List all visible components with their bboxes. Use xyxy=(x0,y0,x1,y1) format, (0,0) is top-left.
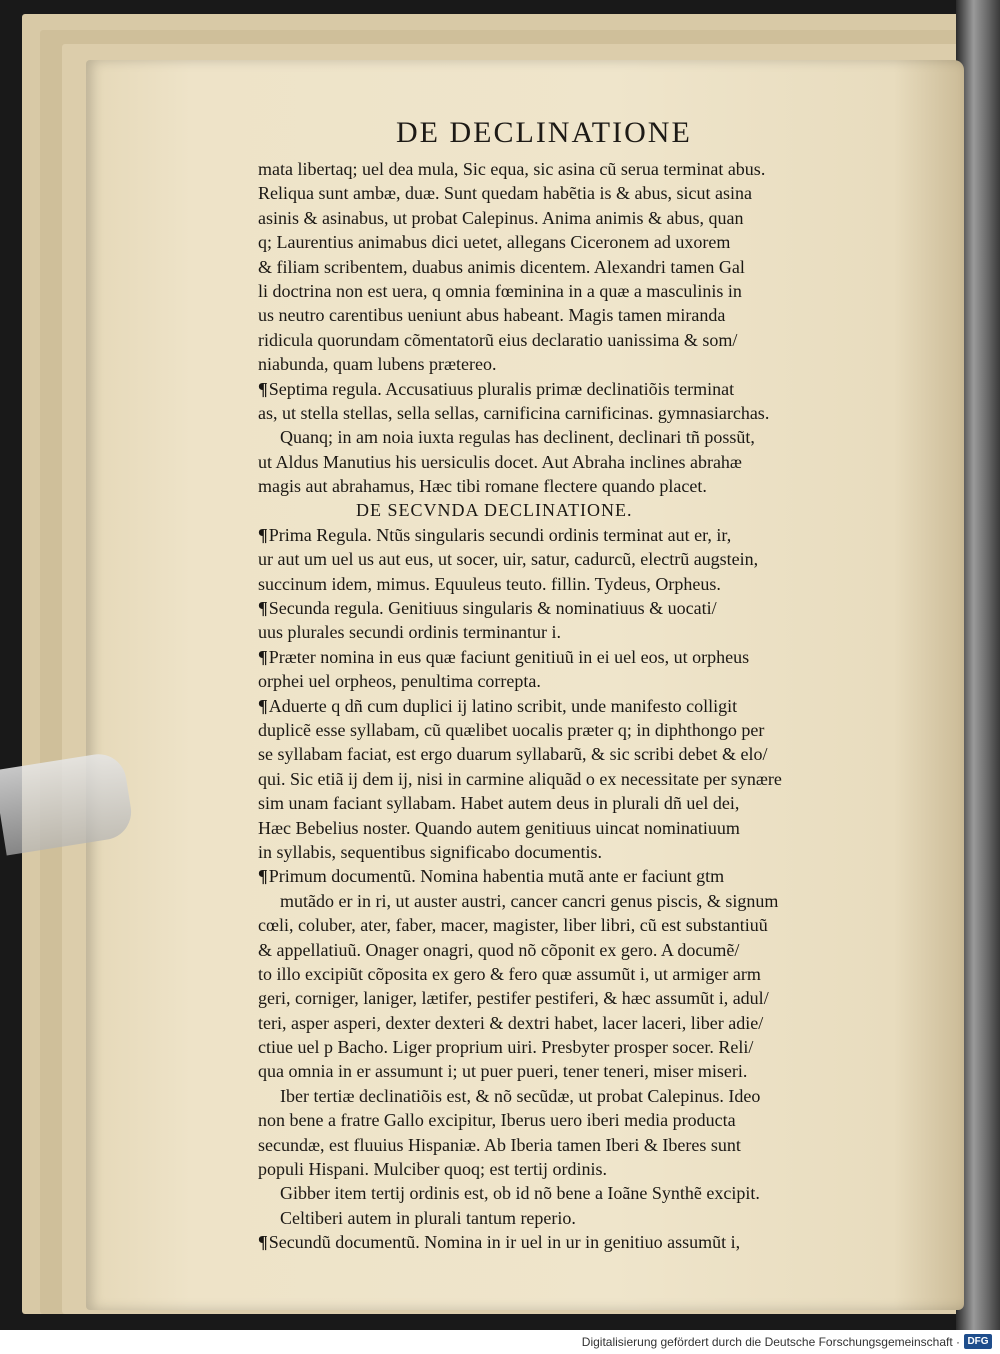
text-line xyxy=(258,840,908,864)
text-line-content: qua omnia in er assumunt i; ut puer pueri, tener teneri, miser miseri. xyxy=(258,1061,748,1082)
text-line-content: cœli, coluber, ater, faber, macer, magister, liber libri, cũ est substantiuũ xyxy=(258,915,768,936)
text-line-content: ut Aldus Manutius his uersiculis docet. Aut Abraha inclines abrahæ xyxy=(258,451,742,472)
text-line-content: q; Laurentius animabus dici uetet, allegans Ciceronem ad uxorem xyxy=(258,232,731,253)
pilcrow-icon: ¶ xyxy=(258,695,268,716)
text-line xyxy=(258,1011,908,1035)
pilcrow-icon: ¶ xyxy=(258,646,268,667)
text-line xyxy=(258,1035,908,1059)
text-line xyxy=(258,620,908,644)
text-line xyxy=(258,157,908,181)
text-line-content: mata libertaq; uel dea mula, Sic equa, sic asina cũ serua terminat abus. xyxy=(258,159,766,179)
text-line xyxy=(258,425,908,449)
text-line xyxy=(258,1133,908,1157)
text-line-content: orphei uel orpheos, penultima correpta. xyxy=(258,671,541,692)
text-line xyxy=(258,645,908,669)
text-line-content: asinis & asinabus, ut probat Calepinus. Anima animis & abus, quan xyxy=(258,207,744,228)
text-line xyxy=(258,962,908,986)
text-line-content: Hæc Bebelius noster. Quando autem genitiuus uincat nominatiuum xyxy=(258,817,740,838)
text-line-content: in syllabis, sequentibus significabo documentis. xyxy=(258,841,602,862)
text-line xyxy=(258,669,908,693)
text-line-content: Prima Regula. Ntũs singularis secundi ordinis terminat aut er, ir, xyxy=(268,524,732,545)
page-heading: DE DECLINATIONE xyxy=(396,116,692,149)
text-line xyxy=(258,181,908,205)
text-line xyxy=(258,377,908,401)
text-line-content: Primum documentũ. Nomina habentia mutã ante er faciunt gtm xyxy=(268,866,725,887)
text-line xyxy=(258,1230,908,1254)
text-line-content: us neutro carentibus ueniunt abus habeant. Magis tamen miranda xyxy=(258,305,726,326)
text-line-content: Secunda regula. Genitiuus singularis & nominatiuus & uocati/ xyxy=(268,598,717,619)
text-line xyxy=(258,913,908,937)
text-line-content: succinum idem, mimus. Equuleus teuto. fillin. Tydeus, Orpheus. xyxy=(258,573,721,594)
text-line-content: & filiam scribentem, duabus animis dicentem. Alexandri tamen Gal xyxy=(258,256,745,277)
text-line xyxy=(258,547,908,571)
text-line-content: qui. Sic etiã ij dem ij, nisi in carmine aliquãd o ex necessitate per synære xyxy=(258,768,782,789)
text-line xyxy=(258,572,908,596)
text-line xyxy=(258,328,908,352)
text-line-content: & appellatiuũ. Onager onagri, quod nõ cõponit ex gero. A documẽ/ xyxy=(258,939,740,960)
text-line-content: Celtiberi autem in plurali tantum reperio. xyxy=(280,1207,576,1228)
text-line-content: li doctrina non est uera, q omnia fœminina in a quæ a masculinis in xyxy=(258,280,742,301)
pilcrow-icon: ¶ xyxy=(258,1232,268,1253)
text-line xyxy=(258,303,908,327)
text-line xyxy=(258,596,908,620)
text-line xyxy=(258,718,908,742)
text-line xyxy=(258,864,908,888)
text-line xyxy=(258,352,908,376)
text-line xyxy=(258,1108,908,1132)
text-line-content: Secundũ documentũ. Nomina in ir uel in ur in genitiuo assumũt i, xyxy=(268,1232,741,1253)
text-line xyxy=(258,742,908,766)
text-line xyxy=(258,1181,908,1205)
text-line-content: ridicula quorundam cõmentatorũ eius declaratio uanissima & som/ xyxy=(258,329,738,350)
text-line xyxy=(258,450,908,474)
text-line-content: geri, corniger, laniger, lætifer, pestifer pestiferi, & hæc assumũt i, adul/ xyxy=(258,988,769,1009)
text-line-content: magis aut abrahamus, Hæc tibi romane flectere quando placet. xyxy=(258,476,707,497)
footer-bar xyxy=(0,1330,1000,1354)
text-line-content: sim unam faciant syllabam. Habet autem deus in plurali dñ uel dei, xyxy=(258,793,740,814)
text-line xyxy=(258,889,908,913)
text-line xyxy=(258,938,908,962)
text-line-content: non bene a fratre Gallo excipitur, Iberus uero iberi media producta xyxy=(258,1110,736,1131)
text-line-content: Reliqua sunt ambæ, duæ. Sunt quedam habẽtia is & abus, sicut asina xyxy=(258,183,752,204)
body-text xyxy=(258,157,908,1255)
text-line-content: populi Hispani. Mulciber quoq; est tertij ordinis. xyxy=(258,1159,607,1180)
text-line xyxy=(258,401,908,425)
text-line-content: mutãdo er in ri, ut auster austri, cancer cancri genus piscis, & signum xyxy=(280,890,779,911)
pilcrow-icon: ¶ xyxy=(258,866,268,887)
text-line xyxy=(258,791,908,815)
text-line xyxy=(258,1084,908,1108)
text-line-content: Iber tertiæ declinatiõis est, & nõ secũdæ, ut probat Calepinus. Ideo xyxy=(280,1085,761,1106)
text-line xyxy=(258,767,908,791)
pilcrow-icon: ¶ xyxy=(258,524,268,545)
text-line-content: Quanq; in am noia iuxta regulas has declinent, declinari tñ possũt, xyxy=(280,427,755,448)
text-line-content: secundæ, est fluuius Hispaniæ. Ab Iberia tamen Iberi & Iberes sunt xyxy=(258,1134,741,1155)
text-line-content: ur aut um uel us aut eus, ut socer, uir, satur, cadurcũ, electrũ augstein, xyxy=(258,549,759,570)
text-line xyxy=(258,474,908,498)
funding-credit: Digitalisierung gefördert durch die Deutsche Forschungsgemeinschaft · xyxy=(581,1335,960,1349)
text-line-content: ctiue uel p Bacho. Liger proprium uiri. Presbyter prosper socer. Reli/ xyxy=(258,1037,754,1058)
text-line xyxy=(258,498,908,522)
text-line-content: teri, asper asperi, dexter dexteri & dextri habet, lacer laceri, liber adie/ xyxy=(258,1012,764,1033)
text-line xyxy=(258,1059,908,1083)
text-line xyxy=(258,279,908,303)
text-line xyxy=(258,523,908,547)
text-line-content: niabunda, quam lubens prætereo. xyxy=(258,354,497,375)
text-line xyxy=(258,255,908,279)
text-line xyxy=(258,986,908,1010)
text-line-content: Septima regula. Accusatiuus pluralis primæ declinatiõis terminat xyxy=(268,378,735,399)
pilcrow-icon: ¶ xyxy=(258,378,268,399)
text-line-content: to illo excipiũt cõposita ex gero & fero quæ assumũt i, ut armiger arm xyxy=(258,963,761,984)
text-line xyxy=(258,694,908,718)
text-line-content: DE SECVNDA DECLINATIONE. xyxy=(356,500,633,521)
text-line-content: Gibber item tertij ordinis est, ob id nõ bene a Ioãne Synthẽ excipit. xyxy=(280,1183,760,1204)
text-line-content: Aduerte q dñ cum duplici ij latino scribit, unde manifesto colligit xyxy=(268,695,738,716)
text-line-content: se syllabam faciat, est ergo duarum syllabarũ, & sic scribi debet & elo/ xyxy=(258,744,768,765)
text-line xyxy=(258,1206,908,1230)
text-line-content: uus plurales secundi ordinis terminantur i. xyxy=(258,622,561,643)
dfg-logo-icon: DFG xyxy=(964,1334,992,1349)
pilcrow-icon: ¶ xyxy=(258,598,268,619)
text-line xyxy=(258,1157,908,1181)
text-line xyxy=(258,816,908,840)
text-line-content: as, ut stella stellas, sella sellas, carnificina carnificinas. gymnasiarchas. xyxy=(258,402,770,423)
text-line-content: duplicẽ esse syllabam, cũ quælibet uocalis præter q; in diphthongo per xyxy=(258,719,765,740)
text-line-content: Præter nomina in eus quæ faciunt genitiuũ in ei uel eos, ut orpheus xyxy=(268,646,750,667)
text-line xyxy=(258,206,908,230)
text-line xyxy=(258,230,908,254)
